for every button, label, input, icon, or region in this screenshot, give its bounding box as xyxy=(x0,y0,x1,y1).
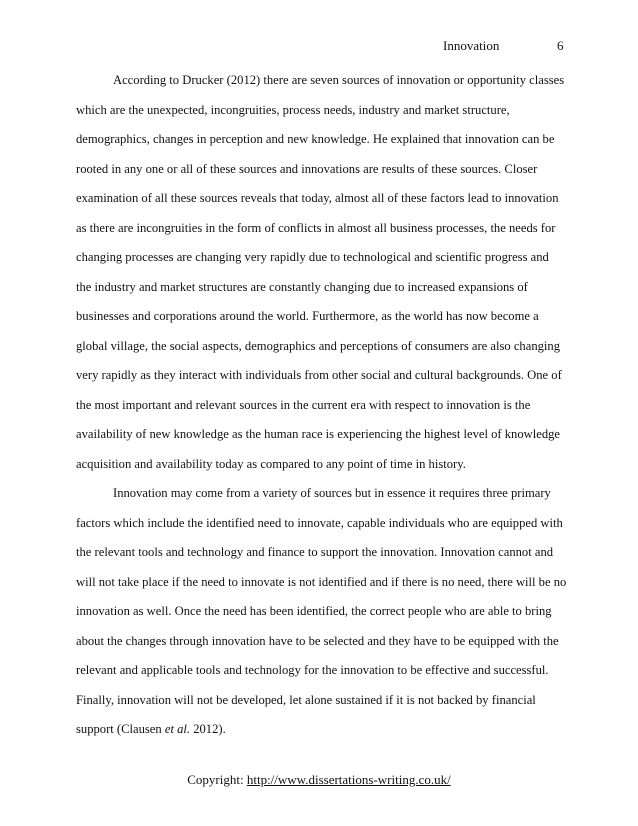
text-line: businesses and corporations around the world. Furthermore, as the world has now become a xyxy=(76,309,539,323)
text-line: According to Drucker (2012) there are seven sources of innovation or opportunity classes xyxy=(113,73,565,87)
citation-et-al: et al. xyxy=(164,722,191,736)
text-line: innovation as well. Once the need has been identified, the correct people who are able to bring xyxy=(76,604,552,618)
text-line: availability of new knowledge as the human race is experiencing the highest level of knowledge xyxy=(76,427,560,441)
text-line: as there are incongruities in the form of conflicts in almost all business processes, the needs for xyxy=(76,220,556,235)
text-line: Finally, innovation will not be developed, let alone sustained if it is not backed by financial xyxy=(76,692,536,707)
body-text xyxy=(76,66,568,745)
text-line: factors which include the identified need to innovate, capable individuals who are equipped with xyxy=(76,515,563,530)
paragraph-2 xyxy=(76,479,568,745)
text-line: examination of all these sources reveals that today, almost all of these factors lead to innovation xyxy=(76,191,559,205)
text-line: rooted in any one or all of these sources and innovations are results of these sources. Closer xyxy=(76,161,538,176)
text-line: the most important and relevant sources in the current era with respect to innovation is the xyxy=(76,397,531,412)
citation-line xyxy=(76,715,568,745)
text-line: which are the unexpected, incongruities, process needs, industry and market structure, xyxy=(76,102,510,117)
citation-prefix: support (Clausen xyxy=(76,722,165,736)
text-line: will not take place if the need to innovate is not identified and if there is no need, there will be no xyxy=(76,574,567,589)
text-line: demographics, changes in perception and new knowledge. He explained that innovation can be xyxy=(76,132,555,146)
text-line: Innovation may come from a variety of sources but in essence it requires three primary xyxy=(113,486,551,500)
text-line: changing processes are changing very rapidly due to technological and scientific progress and xyxy=(76,250,549,264)
paragraph-1 xyxy=(76,66,568,479)
copyright-link[interactable]: http://www.dissertations-writing.co.uk/ xyxy=(246,772,451,787)
text-line: very rapidly as they interact with individuals from other social and cultural backgrounds. One of xyxy=(76,368,562,382)
text-line: the relevant tools and technology and finance to support the innovation. Innovation cannot and xyxy=(76,545,554,559)
text-line: the industry and market structures are constantly changing due to increased expansions of xyxy=(76,279,528,294)
running-title: Innovation xyxy=(443,38,500,53)
page-number: 6 xyxy=(557,38,564,53)
running-head xyxy=(0,38,638,58)
text-line: relevant and applicable tools and technology for the innovation to be effective and successful. xyxy=(76,663,549,677)
copyright-footer xyxy=(0,772,638,788)
text-line: about the changes through innovation have to be selected and they have to be equipped with the xyxy=(76,633,559,648)
copyright-label: Copyright: xyxy=(187,772,247,787)
citation-suffix: 2012). xyxy=(190,722,226,736)
text-line: acquisition and availability today as compared to any point of time in history. xyxy=(76,456,466,471)
text-line: global village, the social aspects, demographics and perceptions of consumers are also changing xyxy=(76,338,561,353)
